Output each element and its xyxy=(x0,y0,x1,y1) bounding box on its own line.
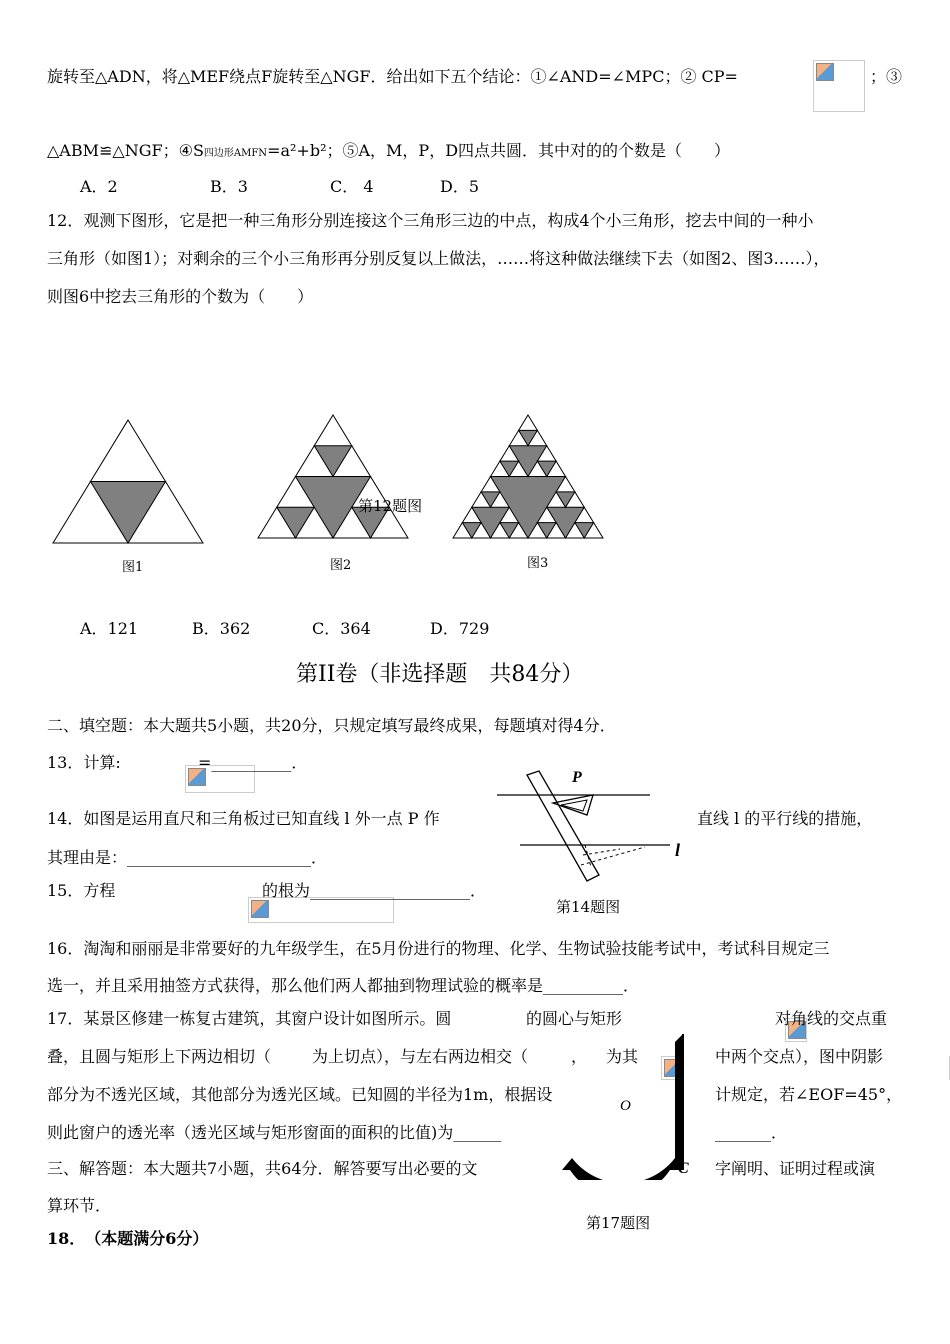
q12-option-c: C．364 xyxy=(312,619,371,638)
q11-option-a: A．2 xyxy=(80,177,118,196)
q12-option-b: B．362 xyxy=(192,619,251,638)
section2-title: 第II卷（非选择题 共84分） xyxy=(296,662,584,687)
q15-prefix: 15．方程 xyxy=(47,881,116,900)
section3-line1a: 三、解答题：本大题共7小题，共64分．解答要写出必要的文 xyxy=(47,1159,478,1178)
q11-line2-a: △ABM≌△NGF；④S xyxy=(47,141,204,160)
q12-option-d: D．729 xyxy=(430,619,490,638)
q14-line1a: 14．如图是运用直尺和三角板过已知直线 l 外一点 P 作 xyxy=(47,809,440,828)
figure-1-triangle xyxy=(50,415,210,550)
q17-label-c: C xyxy=(678,1160,689,1177)
q14-line1b: 直线 l 的平行线的措施， xyxy=(697,809,873,828)
figure-3-triangle xyxy=(450,410,610,545)
q11-option-c: C． 4 xyxy=(330,177,374,196)
formula-image xyxy=(813,60,865,112)
q13-suffix: =__________． xyxy=(198,753,308,772)
fig1-label: 图1 xyxy=(122,560,144,575)
q11-line2-sub: 四边形AMFN xyxy=(203,148,268,159)
q17-line1a: 17．某景区修建一栋复古建筑，其窗户设计如图所示。圆 xyxy=(47,1009,452,1028)
q11-line1-end: ；③ xyxy=(870,67,903,86)
q17-line2d: 为其 xyxy=(606,1047,639,1066)
q14-line2: 其理由是：_______________________． xyxy=(47,848,328,867)
q12-line2: 三角形（如图1）；对剩余的三个小三角形再分别反复以上做法，……将这种做法继续下去（如图2、图3……）， xyxy=(47,249,830,268)
q17-label-o: O xyxy=(620,1098,631,1114)
q17-line4a: 则此窗户的透光率（透光区域与矩形窗面的面积的比值)为______ xyxy=(47,1123,502,1142)
q17-caption: 第17题图 xyxy=(586,1214,651,1232)
q12-line1: 12．观测下图形，它是把一种三角形分别连接这个三角形三边的中点，构成4个小三角形，挖去中间的一种小 xyxy=(47,211,814,230)
image-placeholder-icon xyxy=(816,63,834,81)
q17-line2e: 中两个交点），图中阴影 xyxy=(715,1047,884,1066)
q17-line2a: 叠，且圆与矩形上下两边相切（ xyxy=(47,1047,272,1066)
q11-line2 xyxy=(47,138,730,161)
q12-line3: 则图6中挖去三角形的个数为（ ） xyxy=(47,287,314,306)
fig3-label: 图3 xyxy=(527,556,549,571)
q14-caption: 第14题图 xyxy=(556,898,621,916)
q14-label-p: P xyxy=(572,769,582,786)
q17-line3a: 部分为不透光区域，其他部分为透光区域。已知圆的半径为1m，根据设 xyxy=(47,1085,553,1104)
q16-line1: 16．淘淘和丽丽是非常要好的九年级学生，在5月份进行的物理、化学、生物试验技能考试中，考试科目规定三 xyxy=(47,939,830,958)
q16-line2: 选一，并且采用抽签方式获得，那么他们两人都抽到物理试验的概率是__________． xyxy=(47,976,640,995)
q15-suffix: 的根为____________________． xyxy=(262,881,487,900)
q17-line1c: 对角线的交点重 xyxy=(775,1009,888,1028)
q14-figure xyxy=(495,765,685,890)
fig2-label: 图2 xyxy=(330,558,352,573)
q17-line2c: ， xyxy=(571,1047,588,1066)
q11-line1: 旋转至△ADN，将△MEF绕点F旋转至△NGF．给出如下五个结论：①∠AND=∠MPC；② CP= xyxy=(47,67,738,86)
q17-line4b: _______． xyxy=(715,1123,788,1142)
figure-2-triangle xyxy=(255,410,415,545)
q12-figure-caption: 第12题图 xyxy=(358,497,423,515)
image-placeholder-icon xyxy=(251,900,269,918)
q11-line2-b: =a²+b²；⑤A，M，P，D四点共圆．其中对的的个数是（ ） xyxy=(267,141,731,160)
q13-prefix: 13．计算: xyxy=(47,753,121,772)
q17-line3b: 计规定，若∠EOF=45°， xyxy=(715,1085,903,1104)
section3-line1b: 字阐明、证明过程或演 xyxy=(715,1159,876,1178)
section2-intro: 二、填空题：本大题共5小题，共20分，只规定填写最终成果，每题填对得4分． xyxy=(47,716,616,735)
q14-label-l: l xyxy=(675,840,681,860)
q18-label: 18． （本题满分6分） xyxy=(47,1229,209,1248)
q17-line1b: 的圆心与矩形 xyxy=(526,1009,623,1028)
section3-line2: 算环节． xyxy=(47,1196,112,1215)
q11-option-b: B．3 xyxy=(210,177,248,196)
q11-option-d: D．5 xyxy=(440,177,480,196)
q17-line2b: 为上切点），与左右两边相交（ xyxy=(312,1047,529,1066)
q12-option-a: A．121 xyxy=(80,619,139,638)
